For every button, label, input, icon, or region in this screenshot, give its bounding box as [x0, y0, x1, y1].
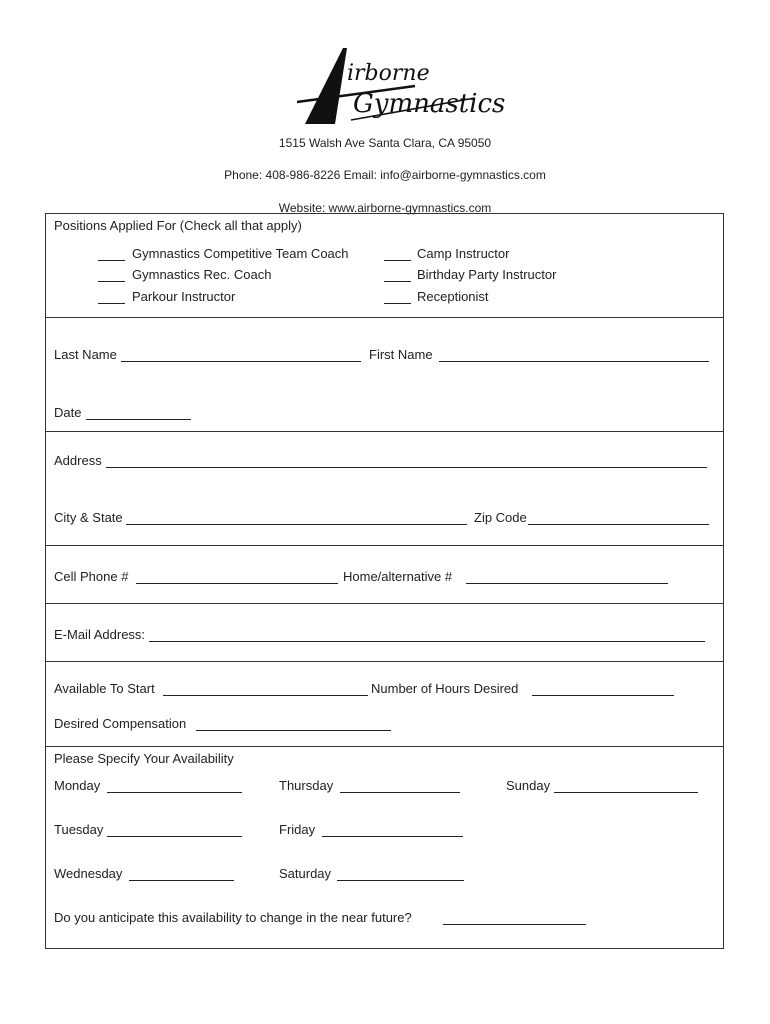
address-field[interactable] — [106, 467, 707, 468]
availability-change-field[interactable] — [443, 924, 586, 925]
logo-text-gymnastics: Gymnastics — [353, 89, 506, 119]
checkbox-parkour-instructor[interactable] — [98, 303, 125, 304]
hours-desired-field[interactable] — [532, 695, 674, 696]
section-divider — [46, 317, 723, 318]
zip-code-field[interactable] — [528, 524, 709, 525]
available-start-field[interactable] — [163, 695, 368, 696]
date-label: Date — [54, 405, 82, 420]
availability-heading: Please Specify Your Availability — [54, 751, 234, 766]
position-label: Parkour Instructor — [132, 289, 236, 304]
checkbox-rec-coach[interactable] — [98, 281, 125, 282]
desired-compensation-field[interactable] — [196, 730, 391, 731]
section-divider — [46, 545, 723, 546]
address-label: Address — [54, 453, 102, 468]
home-phone-field[interactable] — [466, 583, 668, 584]
sunday-field[interactable] — [554, 792, 698, 793]
position-label: Camp Instructor — [417, 246, 510, 261]
checkbox-camp-instructor[interactable] — [384, 260, 411, 261]
email-field[interactable] — [149, 641, 705, 642]
available-start-label: Available To Start — [54, 681, 155, 696]
availability-change-question: Do you anticipate this availability to change in the near future? — [54, 910, 412, 925]
day-label-wednesday: Wednesday — [54, 866, 123, 881]
checkbox-competitive-team-coach[interactable] — [98, 260, 125, 261]
last-name-field[interactable] — [121, 361, 361, 362]
cell-phone-label: Cell Phone # — [54, 569, 129, 584]
thursday-field[interactable] — [340, 792, 460, 793]
checkbox-birthday-party-instructor[interactable] — [384, 281, 411, 282]
first-name-field[interactable] — [439, 361, 709, 362]
section-divider — [46, 431, 723, 432]
last-name-label: Last Name — [54, 347, 117, 362]
cell-phone-field[interactable] — [136, 583, 338, 584]
first-name-label: First Name — [369, 347, 433, 362]
wednesday-field[interactable] — [129, 880, 234, 881]
monday-field[interactable] — [107, 792, 242, 793]
position-label: Gymnastics Rec. Coach — [132, 267, 272, 282]
application-form — [45, 213, 724, 949]
airborne-gymnastics-logo — [295, 42, 506, 132]
position-label: Gymnastics Competitive Team Coach — [132, 246, 349, 261]
date-field[interactable] — [86, 419, 191, 420]
logo-text-airborne: irborne — [347, 61, 430, 86]
website-line: Website: www.airborne-gymnastics.com — [278, 201, 492, 215]
email-label: E-Mail Address: — [54, 627, 146, 642]
day-label-friday: Friday — [279, 822, 316, 837]
home-phone-label: Home/alternative # — [343, 569, 453, 584]
position-label: Birthday Party Instructor — [417, 267, 557, 282]
day-label-saturday: Saturday — [279, 866, 332, 881]
day-label-sunday: Sunday — [506, 778, 551, 793]
saturday-field[interactable] — [337, 880, 464, 881]
city-state-label: City & State — [54, 510, 123, 525]
section-divider — [46, 603, 723, 604]
checkbox-receptionist[interactable] — [384, 303, 411, 304]
hours-desired-label: Number of Hours Desired — [371, 681, 519, 696]
zip-code-label: Zip Code — [474, 510, 527, 525]
day-label-tuesday: Tuesday — [54, 822, 104, 837]
position-label: Receptionist — [417, 289, 489, 304]
contact-line: Phone: 408-986-8226 Email: info@airborne-gymnastics.com — [224, 168, 546, 182]
day-label-monday: Monday — [54, 778, 101, 793]
day-label-thursday: Thursday — [279, 778, 334, 793]
section-divider — [46, 746, 723, 747]
friday-field[interactable] — [322, 836, 463, 837]
tuesday-field[interactable] — [107, 836, 242, 837]
desired-compensation-label: Desired Compensation — [54, 716, 187, 731]
address-line: 1515 Walsh Ave Santa Clara, CA 95050 — [278, 136, 492, 150]
section-divider — [46, 661, 723, 662]
city-state-field[interactable] — [126, 524, 467, 525]
positions-heading: Positions Applied For (Check all that apply) — [54, 218, 302, 233]
